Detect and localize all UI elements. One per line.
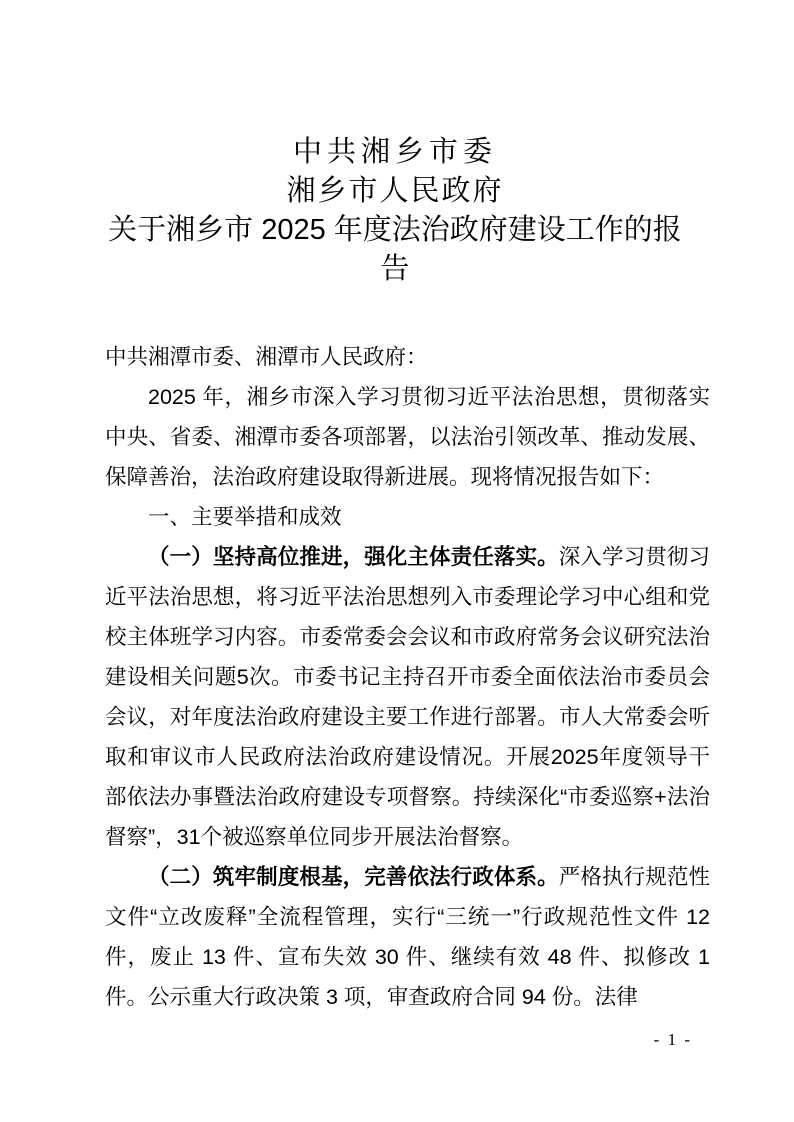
subsection-1-lead: （一）坚持高位推进，强化主体责任落实。 [148,545,559,569]
subsection-2-paragraph [105,857,710,1017]
page-number: - 1 - [653,1030,692,1049]
subsection-2-text: 严格执行规范性文件“立改废释”全流程管理，实行“三统一”行政规范性文件 12 件，废止 13 件、宣布失效 30 件、继续有效 48 件、拟修改 1 件。公示重大行政决策 3 项，审查政府合同 94 份。法律 [105,865,710,1009]
section-1-heading: 一、主要举措和成效 [148,505,342,529]
intro-paragraph: 2025 年，湘乡市深入学习贯彻习近平法治思想，贯彻落实中央、省委、湘潭市委各项部署，以法治引领改革、推动发展、保障善治，法治政府建设取得新进展。现将情况报告如下： [105,385,710,489]
subsection-1-text: 深入学习贯彻习近平法治思想，将习近平法治思想列入市委理论学习中心组和党校主体班学习内容。市委常委会会议和市政府常务会议研究法治建设相关问题5次。市委书记主持召开市委全面依法治市委员会会议，对年度法治政府建设主要工作进行部署。市人大常委会听取和审议市人民政府法治政府建设情况。开展2025年度领导干部依法办事暨法治政府建设专项督察。持续深化“市委巡察+法治督察”，31个被巡察单位同步开展法治督察。 [105,545,710,849]
document-body [105,337,710,1017]
salutation: 中共湘潭市委、湘潭市人民政府： [105,345,428,369]
subsection-1-paragraph [105,537,710,857]
subsection-2-lead: （二）筑牢制度根基，完善依法行政体系。 [148,865,559,889]
title-line-report-subject: 关于湘乡市 2025 年度法治政府建设工作的报告 [108,214,682,285]
title-line-issuer-party: 中共湘乡市委 [292,136,497,168]
document-title [105,133,685,289]
title-line-issuer-government: 湘乡市人民政府 [286,175,504,207]
